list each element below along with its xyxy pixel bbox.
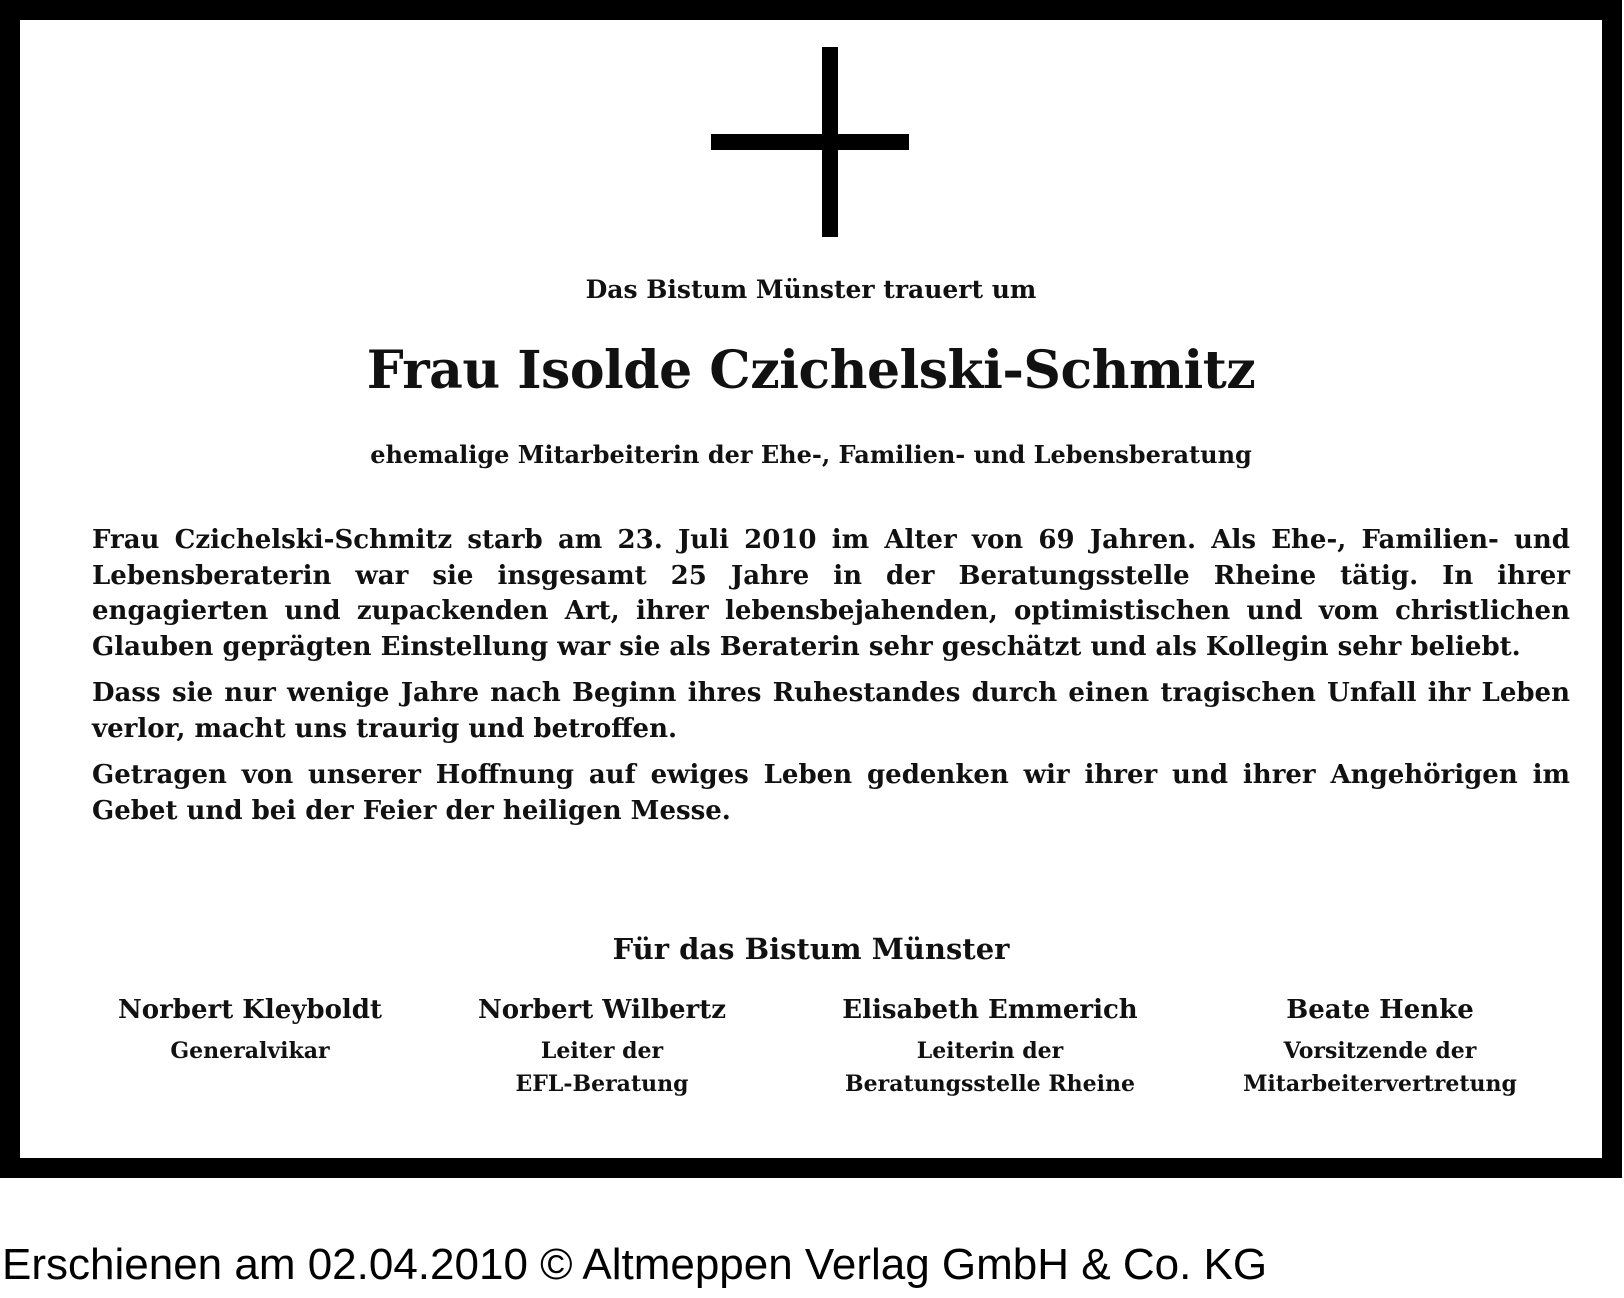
signer-title-line: Mitarbeitervertretung xyxy=(1243,1071,1517,1097)
signer xyxy=(1200,995,1560,1101)
signer-name: Elisabeth Emmerich xyxy=(842,995,1138,1025)
intro-text: Das Bistum Münster trauert um xyxy=(585,275,1037,304)
signer-title xyxy=(1200,1035,1560,1101)
signer-title-line: Leiter der xyxy=(540,1038,664,1064)
signer-name: Norbert Wilbertz xyxy=(478,995,726,1025)
signer-title-line: Vorsitzende der xyxy=(1283,1038,1477,1064)
deceased-name: Frau Isolde Czichelski-Schmitz xyxy=(366,340,1256,401)
signer-title-line: Leiterin der xyxy=(916,1038,1064,1064)
signer-name: Beate Henke xyxy=(1286,995,1474,1025)
signer xyxy=(432,995,772,1101)
signoff-line: Für das Bistum Münster xyxy=(612,932,1010,966)
signer xyxy=(80,995,420,1068)
publication-footer: Erschienen am 02.04.2010 © Altmeppen Verlag GmbH & Co. KG xyxy=(2,1240,1268,1289)
paragraph-2: Dass sie nur wenige Jahre nach Beginn ihres Ruhestandes durch einen tragischen Unfall ihr Leben verlor, macht uns traurig und betroffen. xyxy=(92,678,1570,744)
paragraph-3: Getragen von unserer Hoffnung auf ewiges Leben gedenken wir ihrer und ihrer Angehörigen im Gebet und bei der Feier der heiligen Messe. xyxy=(92,760,1570,826)
signer-title-line: Beratungsstelle Rheine xyxy=(845,1071,1135,1097)
signer xyxy=(800,995,1180,1101)
signer-title xyxy=(432,1035,772,1101)
signer-title-line: EFL-Beratung xyxy=(515,1071,689,1097)
signer-title xyxy=(800,1035,1180,1101)
signer-name: Norbert Kleyboldt xyxy=(118,995,382,1025)
obituary-body xyxy=(92,523,1570,840)
paragraph-1: Frau Czichelski-Schmitz starb am 23. Juli 2010 im Alter von 69 Jahren. Als Ehe-, Familien- und Lebensberaterin war sie insgesamt 25 Jahre in der Beratungsstelle Rheine tätig. In ihrer engagierten und zupackenden Art, ihrer lebensbejahenden, optimistischen und vom christlichen Glauben geprägten Einstellung war sie als Beraterin sehr geschätzt und als Kollegin sehr beliebt. xyxy=(92,525,1570,662)
signer-title: Generalvikar xyxy=(170,1038,330,1064)
deceased-role: ehemalige Mitarbeiterin der Ehe-, Familien- und Lebensberatung xyxy=(370,440,1252,469)
